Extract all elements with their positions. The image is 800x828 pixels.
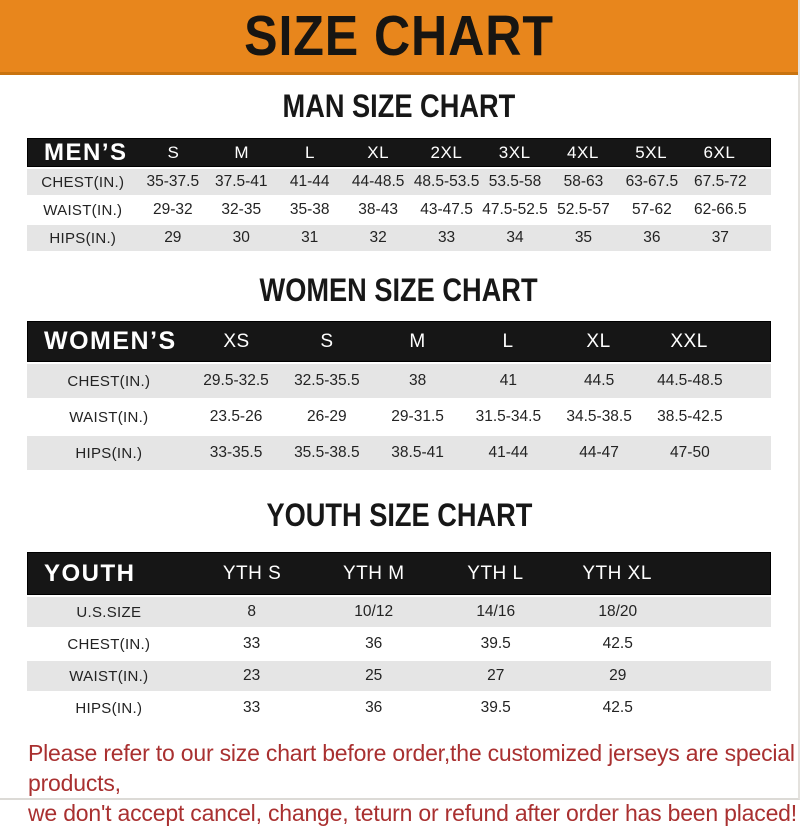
data-cell: 32.5-35.5 (294, 372, 360, 389)
disclaimer-line-1: Please refer to our size chart before order,the customized jerseys are special products, (28, 740, 795, 796)
table-header-row (27, 552, 771, 595)
data-cell: 42.5 (602, 699, 633, 716)
data-cell: 41-44 (488, 444, 529, 461)
row-spacer (735, 364, 771, 398)
header-spacer (754, 139, 770, 166)
row-label: HIPS(IN.) (75, 699, 143, 717)
row-label: U.S.SIZE (76, 603, 142, 621)
men-size-table (27, 138, 771, 251)
data-cell: 36 (643, 229, 661, 246)
data-cell: 30 (232, 229, 250, 246)
data-cell: 38 (408, 372, 427, 389)
data-cell: 48.5-53.5 (413, 173, 480, 190)
data-cell: 36 (365, 699, 383, 716)
data-cell: 25 (365, 667, 383, 684)
data-cell: 26-29 (306, 408, 347, 425)
data-cell: 42.5 (602, 635, 633, 652)
table-row (27, 661, 771, 691)
data-cell: 18/20 (598, 603, 638, 620)
row-label: WAIST(IN.) (69, 667, 149, 685)
data-cell: 38.5-42.5 (657, 408, 723, 425)
header-spacer (678, 553, 770, 594)
row-spacer (755, 169, 771, 195)
data-cell: 35.5-38.5 (294, 444, 360, 461)
data-cell: 37 (711, 229, 729, 246)
youth-size-table (27, 552, 771, 723)
data-cell: 29-32 (152, 201, 193, 218)
table-row (27, 597, 771, 627)
data-cell: 38-43 (358, 201, 398, 218)
column-header: S (167, 142, 180, 162)
table-row (27, 225, 771, 251)
data-cell: 33 (243, 699, 261, 716)
table-header-row (27, 138, 771, 167)
row-spacer (735, 400, 771, 434)
row-label: WAIST(IN.) (43, 201, 123, 219)
data-cell: 29 (609, 667, 627, 684)
table-row (27, 400, 771, 434)
disclaimer-text (28, 738, 798, 828)
row-label: CHEST(IN.) (67, 635, 151, 653)
data-cell: 35 (574, 229, 593, 246)
row-spacer (679, 693, 771, 723)
data-cell: 44-48.5 (351, 173, 405, 190)
column-header: 5XL (635, 142, 668, 162)
data-cell: 41 (499, 372, 517, 389)
data-cell: 23 (243, 667, 261, 684)
row-spacer (735, 436, 771, 470)
data-cell: 32 (369, 229, 387, 246)
data-cell: 14/16 (476, 603, 516, 620)
header-spacer (734, 322, 770, 361)
data-cell: 29 (164, 229, 182, 246)
man-section-heading: MAN SIZE CHART (282, 88, 516, 124)
data-cell: 33 (437, 229, 456, 246)
data-cell: 35-37.5 (146, 173, 200, 190)
data-cell: 34.5-38.5 (566, 408, 632, 425)
data-cell: 39.5 (480, 635, 511, 652)
data-cell: 62-66.5 (694, 201, 747, 218)
data-cell: 35-38 (289, 201, 330, 218)
table-title: MEN’S (44, 138, 128, 166)
data-cell: 58-63 (563, 173, 604, 190)
data-cell: 44.5-48.5 (657, 372, 723, 389)
row-spacer (755, 225, 771, 251)
data-cell: 38.5-41 (391, 444, 444, 461)
row-label: CHEST(IN.) (41, 173, 125, 191)
table-row (27, 364, 771, 398)
column-header: XL (367, 142, 390, 162)
data-cell: 31.5-34.5 (475, 408, 542, 425)
table-row (27, 629, 771, 659)
column-header: 3XL (498, 142, 531, 162)
table-title: WOMEN’S (44, 327, 177, 355)
data-cell: 52.5-57 (557, 201, 610, 218)
row-spacer (679, 597, 771, 627)
column-header: M (234, 142, 249, 162)
data-cell: 63-67.5 (625, 173, 679, 190)
data-cell: 57-62 (632, 201, 672, 218)
data-cell: 10/12 (354, 603, 394, 620)
column-header: YTH S (222, 562, 282, 584)
data-cell: 44.5 (584, 372, 615, 389)
banner (0, 0, 798, 75)
column-header: 4XL (567, 142, 599, 162)
table-row (27, 436, 771, 470)
table-header-row (27, 321, 771, 362)
data-cell: 29.5-32.5 (203, 372, 269, 389)
data-cell: 33-35.5 (209, 444, 263, 461)
row-spacer (679, 629, 771, 659)
row-label: HIPS(IN.) (49, 229, 117, 247)
column-header: YTH M (342, 562, 405, 584)
data-cell: 37.5-41 (214, 173, 268, 190)
data-cell: 31 (301, 229, 319, 246)
data-cell: 8 (247, 603, 256, 620)
data-cell: 44-47 (579, 444, 619, 461)
data-cell: 39.5 (480, 699, 511, 716)
column-header: XXL (670, 330, 708, 352)
data-cell: 29-31.5 (391, 408, 444, 425)
row-label: WAIST(IN.) (69, 408, 149, 426)
table-title: YOUTH (44, 559, 136, 587)
table-row (27, 693, 771, 723)
column-header: YTH XL (582, 562, 652, 584)
column-header: S (320, 330, 334, 352)
women-size-table (27, 321, 771, 470)
column-header: L (502, 330, 514, 352)
data-cell: 23.5-26 (209, 408, 263, 425)
column-header: 6XL (703, 142, 736, 162)
column-header: 2XL (430, 142, 463, 162)
row-label: CHEST(IN.) (67, 372, 151, 390)
page-title: SIZE CHART (244, 4, 554, 68)
data-cell: 67.5-72 (694, 173, 747, 190)
row-spacer (679, 661, 771, 691)
column-header: M (409, 330, 426, 352)
row-label: HIPS(IN.) (75, 444, 143, 462)
disclaimer-line-2: we don't accept cancel, change, teturn or refund after order has been placed! (28, 800, 797, 826)
data-cell: 32-35 (221, 201, 262, 218)
table-row (27, 169, 771, 195)
data-cell: 47-50 (670, 444, 710, 461)
data-cell: 47.5-52.5 (482, 201, 548, 218)
row-spacer (755, 197, 771, 223)
data-cell: 36 (365, 635, 383, 652)
data-cell: 41-44 (289, 173, 330, 190)
column-header: L (304, 142, 315, 162)
table-row (27, 197, 771, 223)
column-header: XL (586, 330, 611, 352)
data-cell: 53.5-58 (488, 173, 542, 190)
data-cell: 43-47.5 (420, 201, 473, 218)
women-section-heading: WOMEN SIZE CHART (259, 272, 539, 308)
data-cell: 34 (506, 229, 524, 246)
column-header: YTH L (467, 562, 524, 584)
data-cell: 33 (243, 635, 261, 652)
column-header: XS (223, 330, 250, 352)
data-cell: 27 (487, 667, 505, 684)
youth-section-heading: YOUTH SIZE CHART (266, 497, 532, 533)
